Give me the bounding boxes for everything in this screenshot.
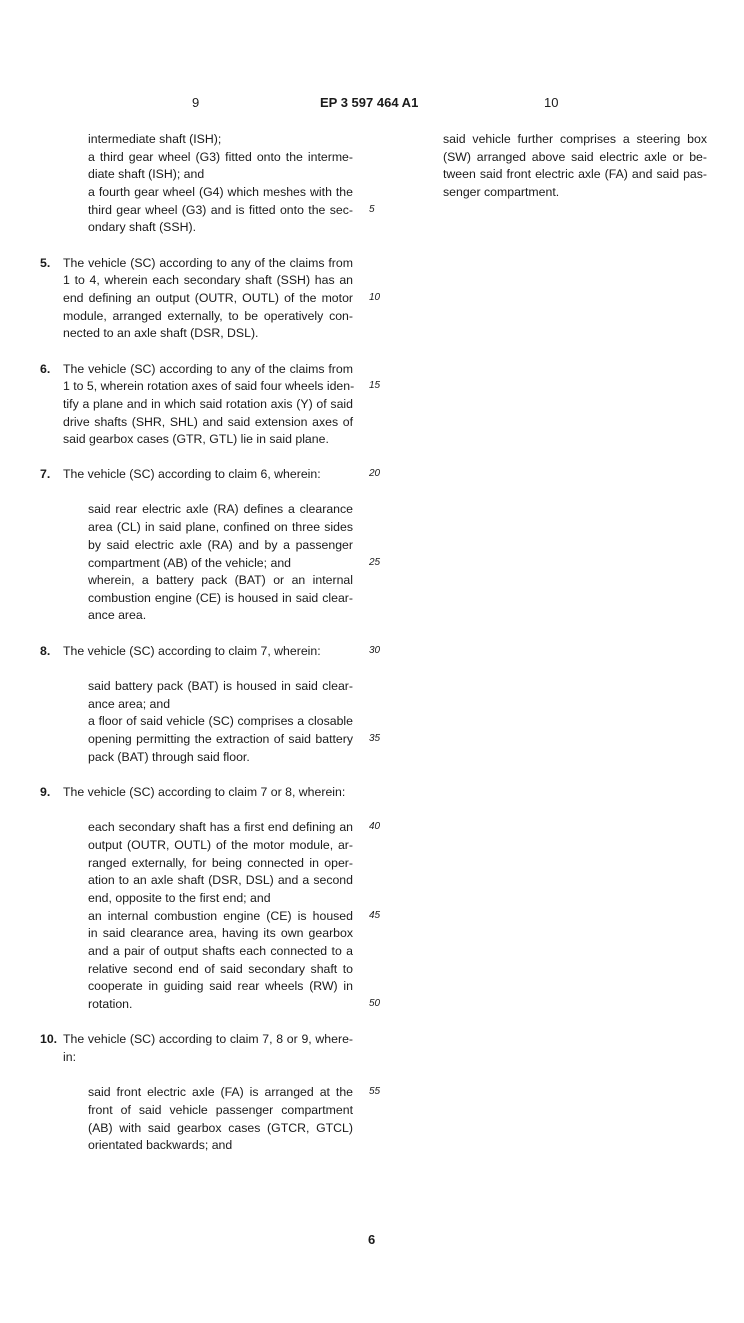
text-line: combustion engine (CE) is housed in said clear-: [88, 591, 353, 605]
text-line: pack (BAT) through said floor.: [88, 750, 250, 764]
text-line: rotation.: [88, 997, 133, 1011]
text-line: senger compartment.: [443, 185, 560, 199]
claim-number: 10.: [40, 1032, 58, 1046]
text-line: tify a plane and in which said rotation axis (Y) of said: [63, 397, 353, 411]
text-line: The vehicle (SC) according to claim 7 or 8, wherein:: [63, 785, 346, 799]
text-line: end, opposite to the first end; and: [88, 891, 271, 905]
text-line: said gearbox cases (GTR, GTL) lie in said plane.: [63, 432, 329, 446]
text-line: said battery pack (BAT) is housed in said clear-: [88, 679, 353, 693]
text-line: wherein, a battery pack (BAT) or an internal: [88, 573, 353, 587]
text-line: a fourth gear wheel (G4) which meshes with the: [88, 185, 353, 199]
claim-number: 6.: [40, 362, 51, 376]
line-number: 50: [369, 998, 381, 1009]
text-line: The vehicle (SC) according to claim 6, wherein:: [63, 467, 321, 481]
line-number: 35: [369, 733, 381, 744]
text-line: drive shafts (SHR, SHL) and said extension axes of: [63, 415, 353, 429]
text-line: ranged externally, for being connected in oper-: [88, 856, 353, 870]
line-number: 15: [369, 380, 381, 391]
line-number: 30: [369, 645, 381, 656]
text-line: 1 to 5, wherein rotation axes of said four wheels iden-: [63, 379, 355, 393]
text-line: a third gear wheel (G3) fitted onto the interme-: [88, 150, 353, 164]
text-line: cooperate in guiding said rear wheels (RW) in: [88, 979, 353, 993]
line-number: 40: [369, 821, 381, 832]
text-line: (SW) arranged above said electric axle or be-: [443, 150, 707, 164]
text-line: said rear electric axle (RA) defines a clearance: [88, 502, 353, 516]
line-number: 5: [369, 204, 375, 215]
text-line: area (CL) in said plane, confined on three sides: [88, 520, 353, 534]
text-line: third gear wheel (G3) and is fitted onto the sec-: [88, 203, 353, 217]
text-line: ation to an axle shaft (DSR, DSL) and a second: [88, 873, 353, 887]
claim-number: 8.: [40, 644, 51, 658]
text-line: ondary shaft (SSH).: [88, 220, 196, 234]
text-line: (AB) with said gearbox cases (GTCR, GTCL): [88, 1121, 353, 1135]
text-line: opening permitting the extraction of said battery: [88, 732, 353, 746]
line-number: 45: [369, 910, 381, 921]
text-line: nected to an axle shaft (DSR, DSL).: [63, 326, 259, 340]
left-page-number: 9: [192, 95, 200, 110]
text-line: said front electric axle (FA) is arranged at the: [88, 1085, 353, 1099]
text-line: output (OUTR, OUTL) of the motor module, ar-: [88, 838, 353, 852]
text-line: intermediate shaft (ISH);: [88, 132, 222, 146]
text-line: The vehicle (SC) according to claim 7, wherein:: [63, 644, 321, 658]
claim-number: 7.: [40, 467, 51, 481]
line-number: 55: [369, 1086, 381, 1097]
claim-number: 5.: [40, 256, 51, 270]
line-number: 25: [369, 557, 381, 568]
text-line: ance area.: [88, 608, 147, 622]
claim-number: 9.: [40, 785, 51, 799]
publication-number: EP 3 597 464 A1: [320, 95, 419, 110]
right-page-number: 10: [544, 95, 559, 110]
text-line: in said clearance area, having its own gearbox: [88, 926, 353, 940]
text-line: end defining an output (OUTR, OUTL) of the motor: [63, 291, 353, 305]
text-line: The vehicle (SC) according to claim 7, 8 or 9, where-: [63, 1032, 353, 1046]
text-line: tween said front electric axle (FA) and said pas-: [443, 167, 707, 181]
text-line: The vehicle (SC) according to any of the claims from: [63, 256, 353, 270]
text-line: diate shaft (ISH); and: [88, 167, 205, 181]
text-line: in:: [63, 1050, 76, 1064]
text-line: each secondary shaft has a first end defining an: [88, 820, 353, 834]
text-line: The vehicle (SC) according to any of the claims from: [63, 362, 353, 376]
text-line: orientated backwards; and: [88, 1138, 233, 1152]
text-line: and a pair of output shafts each connected to a: [88, 944, 353, 958]
text-line: ance area; and: [88, 697, 171, 711]
text-line: said vehicle further comprises a steering box: [443, 132, 707, 146]
text-line: by said electric axle (RA) and by a passenger: [88, 538, 353, 552]
text-line: relative second end of said secondary shaft to: [88, 962, 353, 976]
text-line: 1 to 4, wherein each secondary shaft (SSH) has an: [63, 273, 353, 287]
text-line: a floor of said vehicle (SC) comprises a closable: [88, 714, 353, 728]
line-number: 20: [369, 468, 381, 479]
text-line: an internal combustion engine (CE) is housed: [88, 909, 353, 923]
text-line: front of said vehicle passenger compartment: [88, 1103, 353, 1117]
line-number: 10: [369, 292, 381, 303]
footer-page-number: 6: [368, 1232, 376, 1247]
text-line: compartment (AB) of the vehicle; and: [88, 556, 291, 570]
text-line: module, arranged externally, to be operatively con-: [63, 309, 353, 323]
